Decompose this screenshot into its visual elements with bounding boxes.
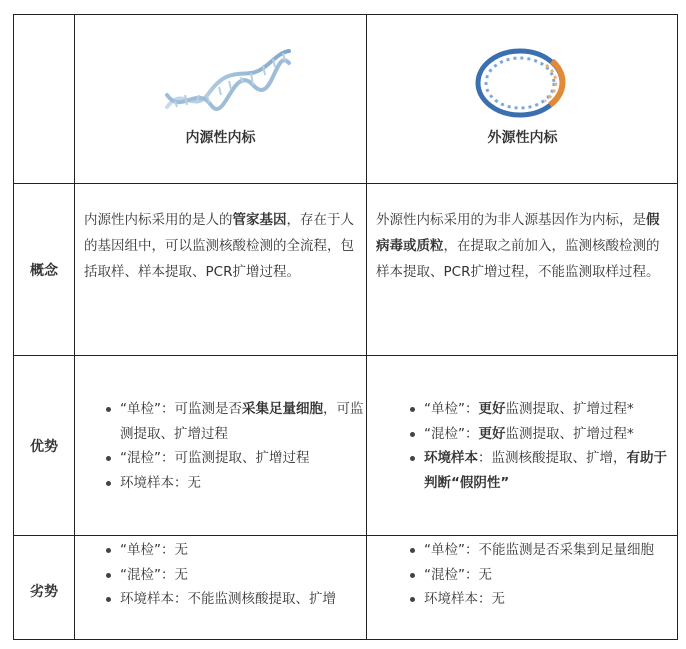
advantage-exogenous-cell (406, 397, 676, 495)
header-cell-endogenous (75, 15, 366, 183)
row-divider (14, 183, 677, 184)
list-item: “混检”：可监测提取、扩增过程 (102, 446, 364, 471)
concept-exogenous-text: 外源性内标采用的为非人源基因作为内标，是假病毒或质粒，在提取之前加入，监测核酸检测的样本提取、PCR扩增过程，不能监测取样过程。 (376, 212, 660, 280)
header-title-exogenous: 外源性内标 (487, 130, 558, 146)
row-label-advantage: 优势 (30, 439, 58, 455)
advantage-exogenous-list (406, 397, 676, 495)
concept-endogenous-cell (84, 207, 359, 285)
list-item: 环境样本：无 (102, 471, 364, 496)
list-item: 环境样本：监测核酸提取、扩增，有助于判断“假阴性” (406, 446, 676, 495)
comparison-table (13, 14, 678, 640)
list-item: “单检”：更好监测提取、扩增过程* (406, 397, 676, 422)
list-item: “混检”：无 (102, 563, 364, 588)
disadvantage-endogenous-cell (102, 538, 364, 612)
concept-endogenous-text: 内源性内标采用的是人的管家基因，存在于人的基因组中，可以监测核酸检测的全流程，包括取样、样本提取、PCR扩增过程。 (84, 212, 354, 280)
dna-helix-image (163, 45, 293, 115)
plasmid-ring-image (472, 43, 568, 123)
list-item: “单检”：无 (102, 538, 364, 563)
list-item: 环境样本：不能监测核酸提取、扩增 (102, 587, 364, 612)
row-label-disadvantage: 劣势 (30, 584, 58, 600)
advantage-endogenous-cell (102, 397, 364, 495)
advantage-endogenous-list (102, 397, 364, 495)
header-title-endogenous: 内源性内标 (185, 130, 256, 146)
list-item: “混检”：更好监测提取、扩增过程* (406, 422, 676, 447)
list-item: “单检”：可监测是否采集足量细胞，可监测提取、扩增过程 (102, 397, 364, 446)
concept-exogenous-cell (376, 207, 670, 285)
row-divider (14, 535, 677, 536)
disadvantage-endogenous-list (102, 538, 364, 612)
row-divider (14, 355, 677, 356)
disadvantage-exogenous-cell (406, 538, 676, 612)
row-label-concept: 概念 (30, 263, 58, 279)
list-item: “混检”：无 (406, 563, 676, 588)
disadvantage-exogenous-list (406, 538, 676, 612)
header-cell-exogenous (367, 15, 678, 183)
list-item: “单检”：不能监测是否采集到足量细胞 (406, 538, 676, 563)
list-item: 环境样本：无 (406, 587, 676, 612)
